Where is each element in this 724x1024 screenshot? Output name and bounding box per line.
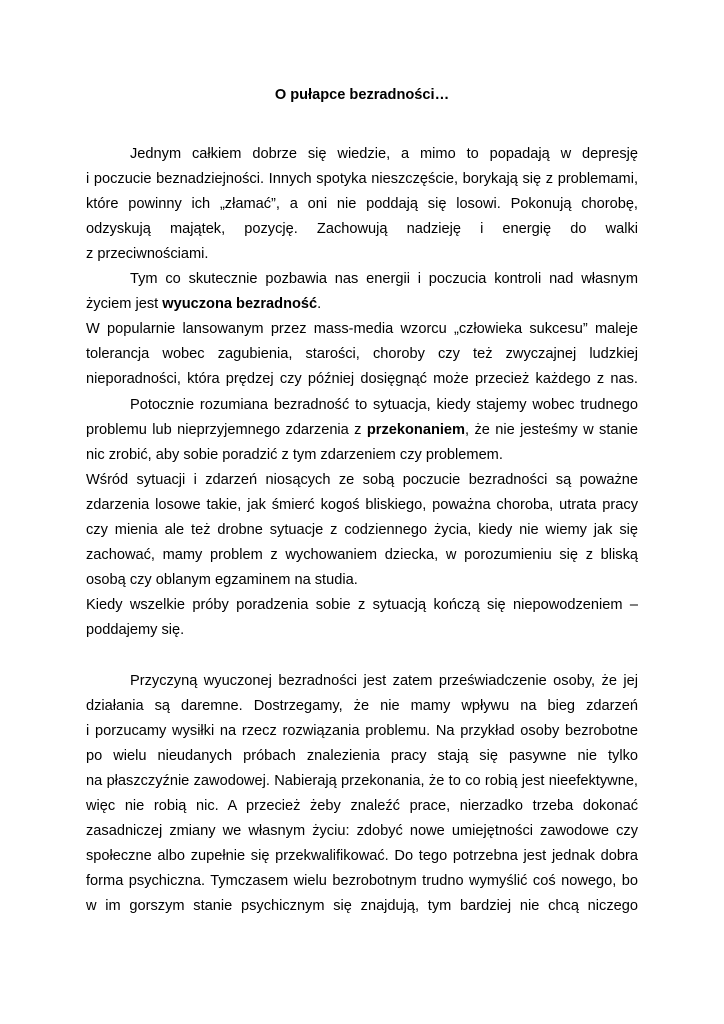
text-line: i porzucamy wysiłki na rzecz rozwiązania problemu. Na przykład osoby bezrobotne [86,723,638,739]
text-line: społeczne albo zupełnie się przekwalifikować. Do tego potrzebna jest jednak dobra [86,848,638,864]
text-line: Wśród sytuacji i zdarzeń niosących ze sobą poczucie bezradności są poważne [86,472,638,488]
text-line: zdarzenia losowe takie, jak śmierć kogoś bliskiego, poważna choroba, utrata pracy [86,497,638,513]
document-title: O pułapce bezradności… [274,87,450,103]
text-line: w im gorszym stanie psychicznym się znajdują, tym bardziej nie chcą niczego [86,898,638,914]
text-line: i poczucie beznadziejności. Innych spotyka nieszczęście, borykają się z problemami, [86,171,638,187]
text-line: Tym co skutecznie pozbawia nas energii i poczucia kontroli nad własnym [130,271,638,287]
text-line: które powinny ich „złamać”, a oni nie poddają się losowi. Pokonują chorobę, [86,196,638,212]
text-line: poddajemy się. [86,622,185,638]
emphasis-text: wyuczona bezradność [162,296,318,312]
text-line: z przeciwnościami. [86,246,209,262]
text-run: , że nie jesteśmy w stanie [465,422,638,438]
text-line-with-emphasis [86,295,638,313]
text-run: życiem jest [86,296,163,312]
text-line: forma psychiczna. Tymczasem wielu bezrobotnym trudno wymyślić coś nowego, bo [86,873,638,889]
text-line-with-emphasis [86,421,638,439]
text-run: . [317,296,322,312]
text-line: Potocznie rozumiana bezradność to sytuacja, kiedy stajemy wobec trudnego [130,397,638,413]
text-line: zasadniczej zmiany we własnym życiu: zdobyć nowe umiejętności zawodowe czy [86,823,638,839]
text-line: czy mienia ale też drobne sytuacje z codziennego życia, kiedy nie wiemy jak się [86,522,638,538]
text-line: nieporadności, która prędzej czy później dosięgnąć może przecież każdego z nas. [86,371,638,387]
text-line: Jednym całkiem dobrze się wiedzie, a mimo to popadają w depresję [130,146,638,162]
text-line: na płaszczyźnie zawodowej. Nabierają przekonania, że to co robią jest nieefektywne, [86,773,638,789]
text-line: po wielu nieudanych próbach znalezienia pracy stają się pasywne nie tylko [86,748,638,764]
text-line: nic zrobić, aby sobie poradzić z tym zdarzeniem czy problemem. [86,447,503,463]
text-line: Przyczyną wyuczonej bezradności jest zatem przeświadczenie osoby, że jej [130,673,638,689]
text-line: osobą czy oblanym egzaminem na studia. [86,572,358,588]
text-line: działania są daremne. Dostrzegamy, że nie mamy wpływu na bieg zdarzeń [86,698,638,714]
emphasis-text: przekonaniem [366,422,466,438]
text-line: Kiedy wszelkie próby poradzenia sobie z sytuacją kończą się niepowodzeniem – [86,597,638,613]
text-line: więc nie robią nic. A przecież żeby znaleźć prace, nierzadko trzeba dokonać [86,798,638,814]
text-line: tolerancja wobec zagubienia, starości, choroby czy też zwyczajnej ludzkiej [86,346,638,362]
text-line: odzyskują majątek, pozycję. Zachowują nadzieję i energię do walki [86,221,638,237]
text-line: W popularnie lansowanym przez mass-media wzorcu „człowieka sukcesu” maleje [86,321,638,337]
text-line: zachować, mamy problem z wychowaniem dziecka, w porozumieniu się z bliską [86,547,638,563]
text-run: problemu lub nieprzyjemnego zdarzenia z [86,422,367,438]
